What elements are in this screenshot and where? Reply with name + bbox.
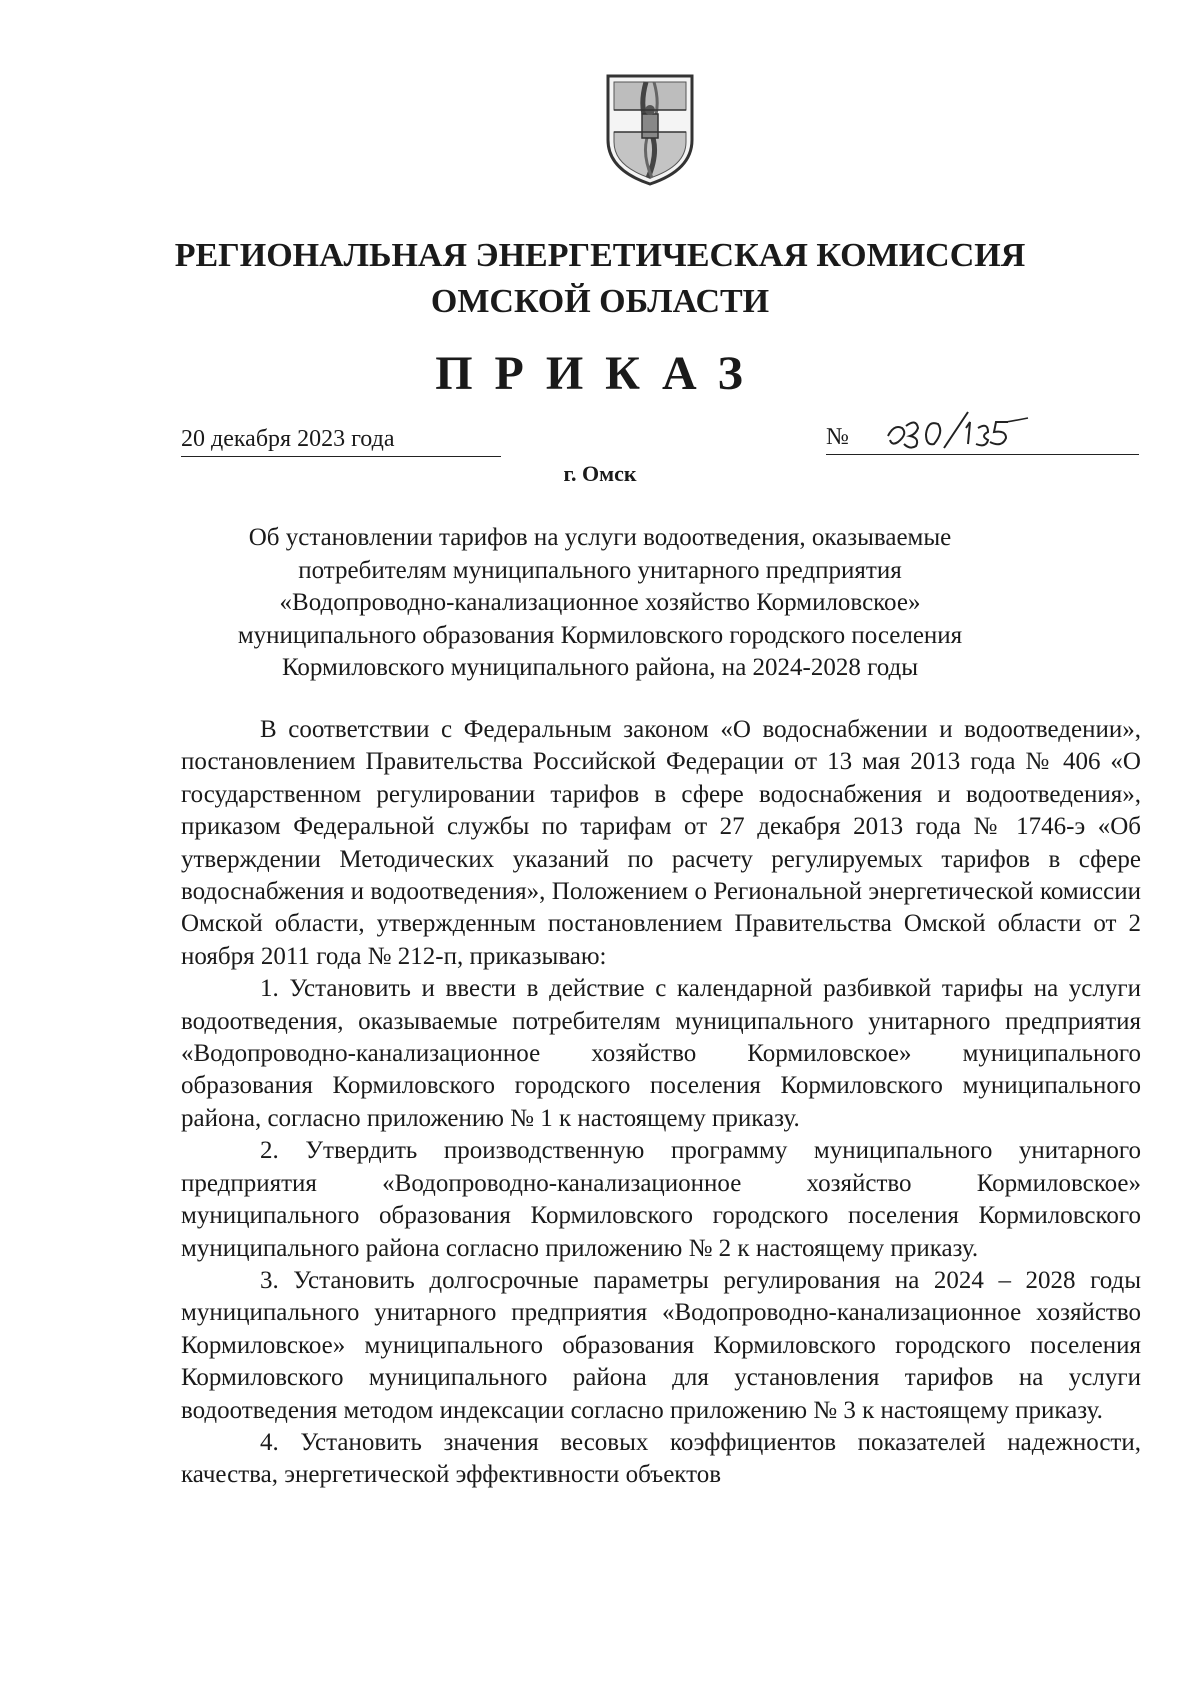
- subject-line: муниципального образования Кормиловского городского поселения: [237, 621, 963, 649]
- subject-line: Кормиловского муниципального района, на 2024-2028 годы: [281, 654, 919, 681]
- order-item-1: 1. Установить и ввести в действие с календарной разбивкой тарифы на услуги водоотведения, оказываемые потребителям муниципального унитарного предприятия «Водопроводно-канализационное хозяйство Кормиловское» муниципального образования Кормиловского городского поселения Кормиловского муниципального района, согласно приложению № 1 к настоящему приказу.: [181, 975, 1141, 1132]
- document-city: г. Омск: [563, 461, 637, 486]
- handwritten-number: [882, 406, 1032, 452]
- coat-of-arms-emblem: [602, 70, 698, 188]
- organization-name-line1: РЕГИОНАЛЬНАЯ ЭНЕРГЕТИЧЕСКАЯ КОМИССИЯ: [174, 237, 1026, 274]
- subject-line: «Водопроводно-канализационное хозяйство Кормиловское»: [279, 589, 921, 616]
- document-type-title: ПРИКАЗ: [435, 347, 765, 400]
- order-item-3: 3. Установить долгосрочные параметры регулирования на 2024 – 2028 годы муниципального унитарного предприятия «Водопроводно-канализационное хозяйство Кормиловское» муниципального образования Кормиловского городского поселения Кормиловского муниципального района для установления тарифов на услуги водоотведения методом индексации согласно приложению № 3 к настоящему приказу.: [181, 1266, 1141, 1424]
- preamble-paragraph: В соответствии с Федеральным законом «О водоснабжении и водоотведении», постановлением Правительства Российской Федерации от 13 мая 2013 года № 406 «О государственном регулировании тарифов в сфере водоснабжения и водоотведения», приказом Федеральной службы по тарифам от 27 декабря 2013 года № 1746-э «Об утверждении Методических указаний по расчету регулируемых тарифов в сфере водоснабжения и водоотведения», Положением о Региональной энергетической комиссии Омской области, утвержденным постановлением Правительства Омской области от 2 ноября 2011 года № 212-п, приказываю:: [181, 716, 1141, 970]
- order-item-2: 2. Утвердить производственную программу муниципального унитарного предприятия «Водопроводно-канализационное хозяйство Кормиловское» муниципального образования Кормиловского городского поселения Кормиловского муниципального района согласно приложению № 2 к настоящему приказу.: [181, 1137, 1141, 1262]
- order-item-4: 4. Установить значения весовых коэффициентов показателей надежности, качества, энергетической эффективности объектов: [181, 1428, 1141, 1489]
- subject-line: Об установлении тарифов на услуги водоотведения, оказываемые: [248, 524, 952, 551]
- document-date: 20 декабря 2023 года: [181, 424, 501, 457]
- document-number-line: [826, 420, 1139, 455]
- organization-name-line2: ОМСКОЙ ОБЛАСТИ: [430, 283, 770, 320]
- number-sign: №: [826, 424, 849, 450]
- subject-line: потребителям муниципального унитарного предприятия: [298, 556, 902, 584]
- document-body: [181, 714, 1141, 1492]
- document-subject: [200, 522, 1000, 685]
